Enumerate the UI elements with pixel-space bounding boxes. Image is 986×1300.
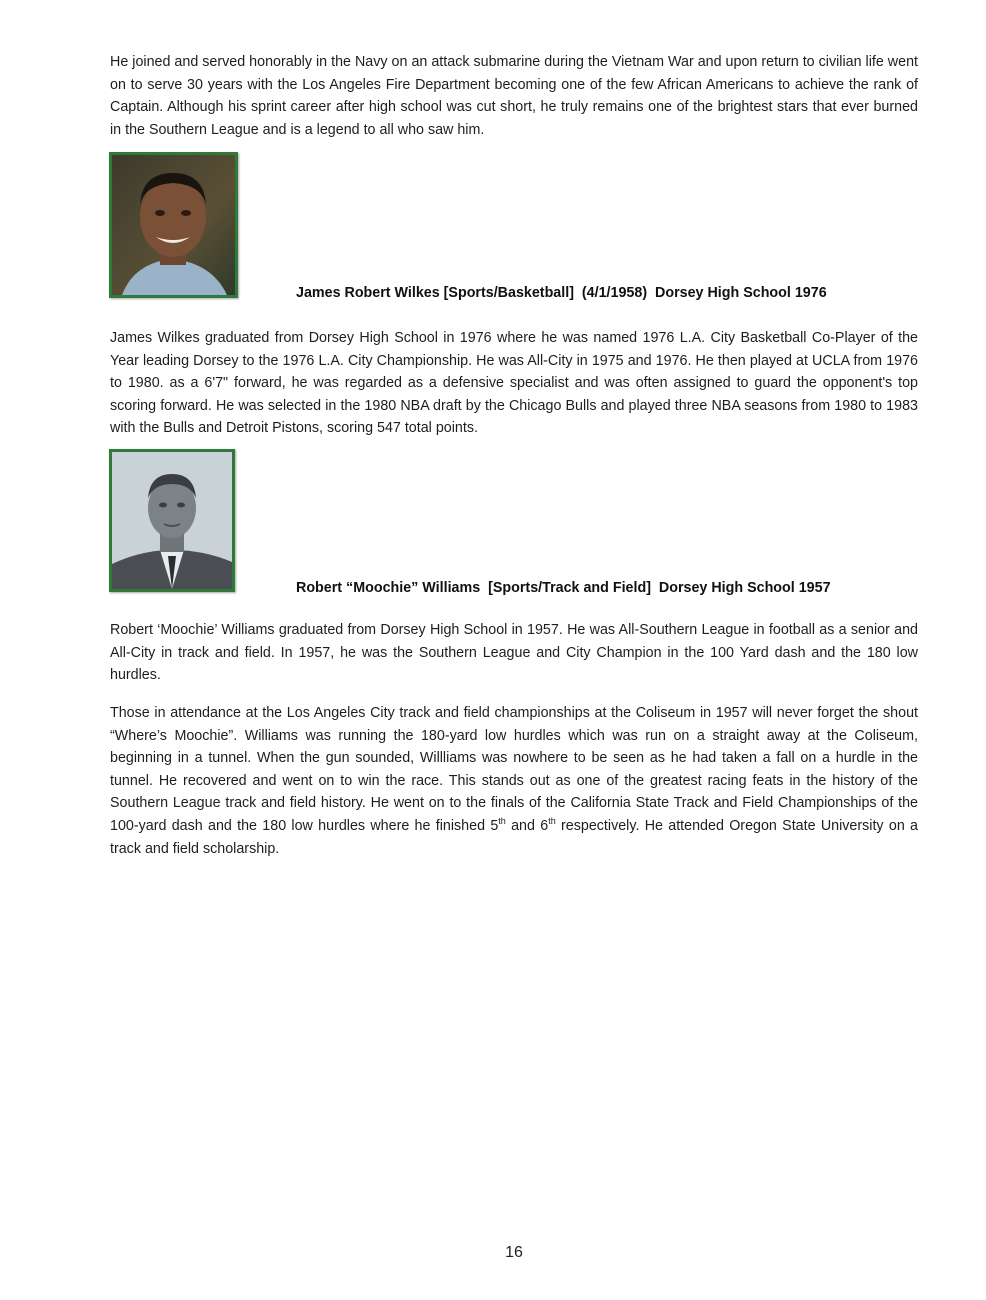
williams-bio-1: Robert ‘Moochie’ Williams graduated from Dorsey High School in 1957. He was All-Southern League in football as a senior and All-City in track and field. In 1957, he was the Southern League and City Champion in the 100 Yard dash and the 180 low hurdles. [110, 622, 918, 684]
finish-place-1-suffix: th [498, 816, 506, 827]
williams-bio-2 [110, 702, 918, 860]
williams-caption: Robert “Moochie” Williams [Sports/Track and Field] Dorsey High School 1957 [296, 580, 831, 596]
wilkes-caption: James Robert Wilkes [Sports/Basketball] (4/1/1958) Dorsey High School 1976 [296, 285, 827, 301]
wilkes-portrait-image [112, 155, 235, 295]
finish-place-2-suffix: th [548, 816, 556, 827]
intro-paragraph: He joined and served honorably in the Navy on an attack submarine during the Vietnam War and upon return to civilian life went on to serve 30 years with the Los Angeles Fire Department becoming one of the few African Americans to achieve the rank of Captain. Although his sprint career after high school was cut short, he truly remains one of the brightest stars that ever burned in the Southern League and is a legend to all who saw him. [110, 54, 918, 138]
williams-bio-2-text: Those in attendance at the Los Angeles City track and field championships at the Coliseum in 1957 will never forget the shout “Where’s Moochie”. Williams was running the 180-yard low hurdles which was run on a straight away at the Coliseum, beginning in a tunnel. When the gun sounded, Willliams was nowhere to be seen as he had taken a fall on a hurdle in the tunnel. He recovered and went on to win the race. This stands out as one of the greatest racing feats in the history of the Southern League track and field history. He went on to the finals of the California State Track and Field Championships of the 100-yard dash and the 180 low hurdles where he finished [110, 705, 918, 834]
page-number: 16 [505, 1244, 523, 1261]
wilkes-portrait [109, 152, 238, 298]
williams-portrait [109, 449, 235, 592]
williams-portrait-image [112, 452, 232, 589]
finish-place-1: 5 [490, 817, 499, 834]
finish-connector: and [511, 817, 535, 834]
finish-place-2: 6 [540, 817, 549, 834]
williams-bio-2-closing: respectively. He attended Oregon State University on a track and field scholarship. [110, 817, 919, 857]
wilkes-bio: James Wilkes graduated from Dorsey High School in 1976 where he was named 1976 L.A. City Basketball Co-Player of the Year leading Dorsey to the 1976 L.A. City Championship. He was All-City in 1975 and 1976. He then played at UCLA from 1976 to 1980. as a 6'7" forward, he was regarded as a defensive specialist and was often assigned to guard the opponent's top scoring forward. He was selected in the 1980 NBA draft by the Chicago Bulls and played three NBA seasons from 1980 to 1983 with the Bulls and Detroit Pistons, scoring 547 total points. [110, 330, 918, 437]
